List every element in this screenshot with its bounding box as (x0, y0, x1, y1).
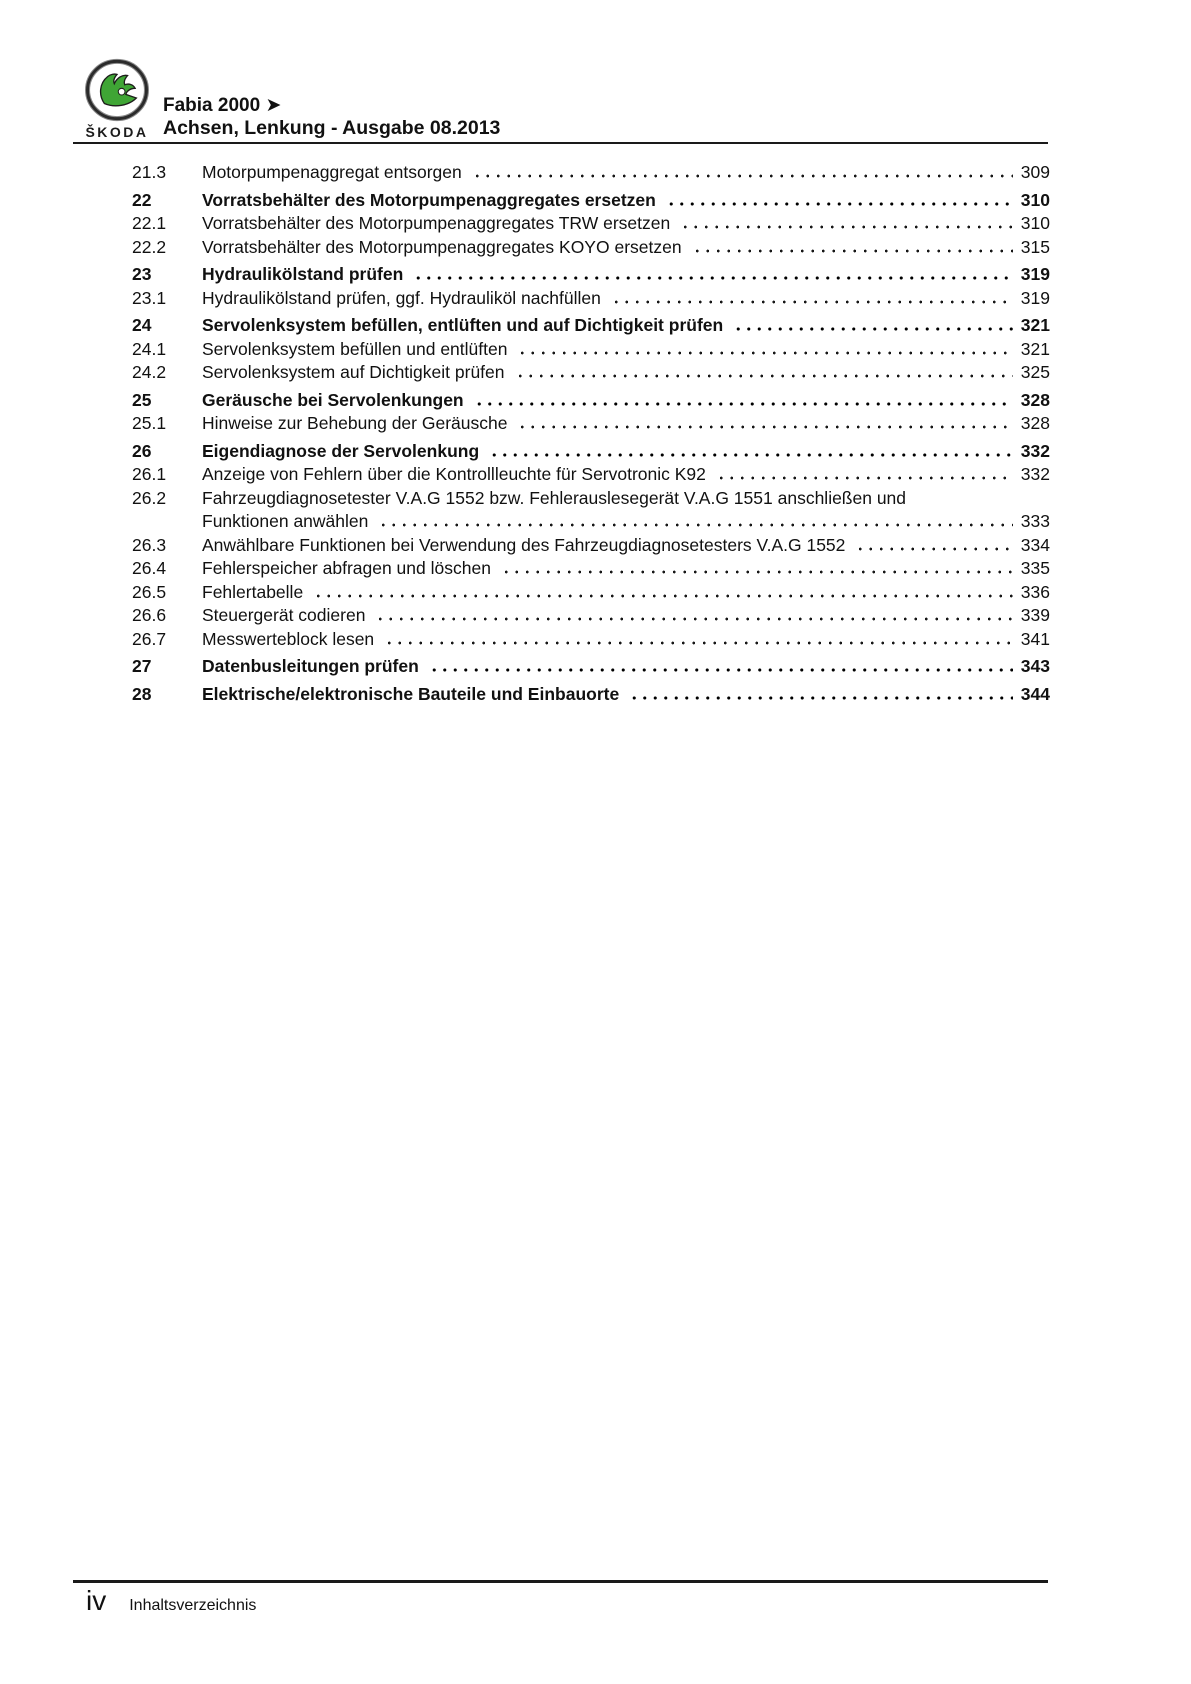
dot-leader (855, 547, 1012, 551)
toc-entry-number: 26.6 (132, 605, 167, 625)
toc-entry-number: 26.4 (132, 558, 167, 578)
toc-entry-body (202, 338, 1050, 362)
toc-entry (132, 655, 1050, 679)
toc-entry-number: 25 (132, 389, 152, 410)
toc-entry-number: 24.2 (132, 362, 167, 382)
toc-entry-title: Hinweise zur Behebung der Geräusche (202, 413, 508, 433)
toc-entry-page: 319 (1020, 264, 1050, 284)
toc-entry-page: 319 (1020, 287, 1050, 308)
dot-leader (375, 617, 1012, 621)
toc-entry-page: 309 (1020, 162, 1050, 182)
skoda-logo (77, 58, 157, 140)
toc-entry (132, 487, 1050, 534)
toc-entry-page: 325 (1020, 362, 1050, 382)
toc-entry-page: 315 (1020, 236, 1050, 257)
toc-entry-body (202, 236, 1050, 260)
toc-entry-page: 335 (1020, 558, 1050, 578)
toc-entry-title: Hydraulikölstand prüfen (202, 264, 404, 284)
dot-leader (384, 641, 1013, 645)
skoda-winged-arrow-icon (83, 58, 151, 122)
dot-leader (413, 276, 1013, 280)
model-line: Fabia 2000 ➤ (163, 95, 282, 116)
toc-entry-line (202, 683, 1050, 707)
toc-entry-number: 24.1 (132, 338, 167, 359)
toc-entry-body (202, 440, 1050, 464)
toc-entry-body (202, 189, 1050, 213)
toc-entry (132, 263, 1050, 287)
toc-entry-number: 26.2 (132, 487, 167, 508)
toc-entry-page: 332 (1020, 440, 1050, 461)
toc-entry-line (202, 534, 1050, 558)
toc-entry-title: Vorratsbehälter des Motorpumpenaggregates TRW ersetzen (202, 213, 671, 233)
toc-entry (132, 628, 1050, 652)
toc-entry-line (202, 263, 1050, 287)
toc-entry-number: 26.5 (132, 581, 167, 602)
toc-entry (132, 236, 1050, 260)
toc-entry-body (202, 389, 1050, 413)
toc-entry-page: 310 (1020, 189, 1050, 210)
toc-entry (132, 287, 1050, 311)
toc-entry-body (202, 581, 1050, 605)
toc-entry (132, 604, 1050, 628)
dot-leader (716, 476, 1013, 480)
toc-entry-body (202, 314, 1050, 338)
toc-entry-line (202, 287, 1050, 311)
toc-entry-page: 341 (1020, 628, 1050, 649)
dot-leader (733, 327, 1013, 331)
toc-entry-page: 328 (1020, 389, 1050, 410)
dot-leader (313, 594, 1013, 598)
toc-entry-title: Servolenksystem befüllen, entlüften und auf Dichtigkeit prüfen (202, 315, 724, 335)
toc-entry-title: Hydraulikölstand prüfen, ggf. Hydrauliköl nachfüllen (202, 287, 601, 308)
toc-entry-title: Servolenksystem befüllen und entlüften (202, 338, 508, 359)
dot-leader (517, 425, 1012, 429)
toc-entry-number: 21.3 (132, 162, 167, 182)
toc-entry (132, 581, 1050, 605)
toc-entry-body (202, 412, 1050, 436)
toc-entry-number: 23.1 (132, 287, 167, 308)
toc-entry-body (202, 604, 1050, 628)
toc-entry-title: Eigendiagnose der Servolenkung (202, 440, 480, 461)
toc-entry-body (202, 557, 1050, 581)
toc-entry (132, 463, 1050, 487)
footer-section-label: Inhaltsverzeichnis (129, 1597, 257, 1614)
dot-leader (515, 374, 1013, 378)
toc-entry-page: 339 (1020, 605, 1050, 625)
header-rule (73, 142, 1048, 144)
toc-entry (132, 212, 1050, 236)
toc-entry-page: 343 (1020, 656, 1050, 676)
toc-entry-page: 344 (1020, 683, 1050, 704)
toc-entry (132, 314, 1050, 338)
toc-entry-line (202, 189, 1050, 213)
toc-entry-number: 28 (132, 683, 152, 704)
toc-entry (132, 189, 1050, 213)
page-number: iv (86, 1585, 107, 1616)
dot-leader (680, 225, 1013, 229)
dot-leader (378, 523, 1012, 527)
toc-entry-line (202, 412, 1050, 436)
toc-entry-number: 23 (132, 264, 152, 284)
toc-entry-title: Datenbusleitungen prüfen (202, 656, 419, 676)
dot-leader (611, 300, 1013, 304)
toc-entry-number: 26 (132, 440, 152, 461)
document-title: Achsen, Lenkung - Ausgabe 08.2013 (163, 117, 501, 139)
toc-entry-body (202, 263, 1050, 287)
toc-entry-line (202, 628, 1050, 652)
toc-entry-title: Messwerteblock lesen (202, 628, 375, 649)
footer-rule (73, 1580, 1048, 1583)
toc-entry-title: Funktionen anwählen (202, 511, 369, 531)
toc-entry-line (202, 487, 1050, 511)
toc-entry-number: 22 (132, 189, 152, 210)
toc-entry-line (202, 463, 1050, 487)
table-of-contents (132, 161, 1050, 706)
toc-entry-line (202, 389, 1050, 413)
toc-entry-line (202, 314, 1050, 338)
toc-entry-page: 328 (1020, 413, 1050, 433)
toc-entry-line (202, 361, 1050, 385)
toc-entry-number: 25.1 (132, 413, 167, 433)
toc-entry-line (202, 236, 1050, 260)
toc-entry-page: 321 (1020, 315, 1050, 335)
dot-leader (666, 202, 1013, 206)
dot-leader (489, 453, 1013, 457)
toc-entry-title: Elektrische/elektronische Bauteile und Einbauorte (202, 683, 620, 704)
toc-entry-page: 332 (1020, 464, 1050, 484)
toc-entry-title: Geräusche bei Servolenkungen (202, 389, 464, 410)
dot-leader (474, 402, 1013, 406)
toc-entry-body (202, 487, 1050, 534)
toc-entry-body (202, 655, 1050, 679)
toc-entry (132, 389, 1050, 413)
toc-entry-number: 26.1 (132, 464, 167, 484)
toc-entry-number: 24 (132, 315, 152, 335)
toc-entry-page: 321 (1020, 338, 1050, 359)
toc-entry (132, 683, 1050, 707)
brand-wordmark: ŠKODA (85, 124, 149, 140)
toc-entry-title: Fehlertabelle (202, 581, 304, 602)
toc-entry-line (202, 510, 1050, 534)
toc-entry-line (202, 338, 1050, 362)
toc-entry-body (202, 683, 1050, 707)
dot-leader (472, 174, 1013, 178)
dot-leader (517, 351, 1012, 355)
toc-entry-title: Fehlerspeicher abfragen und löschen (202, 558, 491, 578)
dot-leader (692, 249, 1013, 253)
toc-entry-body (202, 161, 1050, 185)
toc-entry-title: Anzeige von Fehlern über die Kontrollleuchte für Servotronic K92 (202, 464, 706, 484)
toc-entry (132, 557, 1050, 581)
toc-entry-title: Fahrzeugdiagnosetester V.A.G 1552 bzw. Fehlerauslesegerät V.A.G 1551 anschließen und (202, 487, 907, 508)
toc-entry-title: Vorratsbehälter des Motorpumpenaggregates KOYO ersetzen (202, 236, 682, 257)
toc-entry-body (202, 361, 1050, 385)
toc-entry (132, 440, 1050, 464)
toc-entry-line (202, 604, 1050, 628)
page-footer (86, 1586, 256, 1616)
toc-entry-line (202, 581, 1050, 605)
toc-entry-line (202, 655, 1050, 679)
dot-leader (629, 696, 1013, 700)
toc-entry-number: 26.7 (132, 628, 167, 649)
toc-entry-title: Vorratsbehälter des Motorpumpenaggregates ersetzen (202, 189, 656, 210)
toc-entry-page: 310 (1020, 213, 1050, 233)
document-header (163, 95, 500, 140)
dot-leader (501, 570, 1013, 574)
toc-entry-page: 334 (1020, 534, 1050, 555)
dot-leader (429, 668, 1013, 672)
toc-entry-body (202, 212, 1050, 236)
toc-entry-title: Motorpumpenaggregat entsorgen (202, 162, 462, 182)
toc-entry-line (202, 161, 1050, 185)
toc-entry-line (202, 557, 1050, 581)
toc-entry (132, 161, 1050, 185)
toc-entry (132, 534, 1050, 558)
toc-entry (132, 412, 1050, 436)
toc-entry-title: Servolenksystem auf Dichtigkeit prüfen (202, 362, 505, 382)
toc-entry (132, 338, 1050, 362)
toc-entry-body (202, 628, 1050, 652)
toc-entry-title: Anwählbare Funktionen bei Verwendung des Fahrzeugdiagnosetesters V.A.G 1552 (202, 534, 846, 555)
toc-entry (132, 361, 1050, 385)
toc-entry-page: 333 (1020, 511, 1050, 531)
toc-entry-page: 336 (1020, 581, 1050, 602)
toc-entry-number: 27 (132, 656, 152, 676)
toc-entry-body (202, 463, 1050, 487)
toc-entry-number: 22.1 (132, 213, 167, 233)
toc-entry-body (202, 534, 1050, 558)
toc-entry-line (202, 212, 1050, 236)
toc-entry-body (202, 287, 1050, 311)
toc-entry-line (202, 440, 1050, 464)
toc-entry-title: Steuergerät codieren (202, 605, 366, 625)
toc-entry-number: 22.2 (132, 236, 167, 257)
toc-entry-number: 26.3 (132, 534, 167, 555)
